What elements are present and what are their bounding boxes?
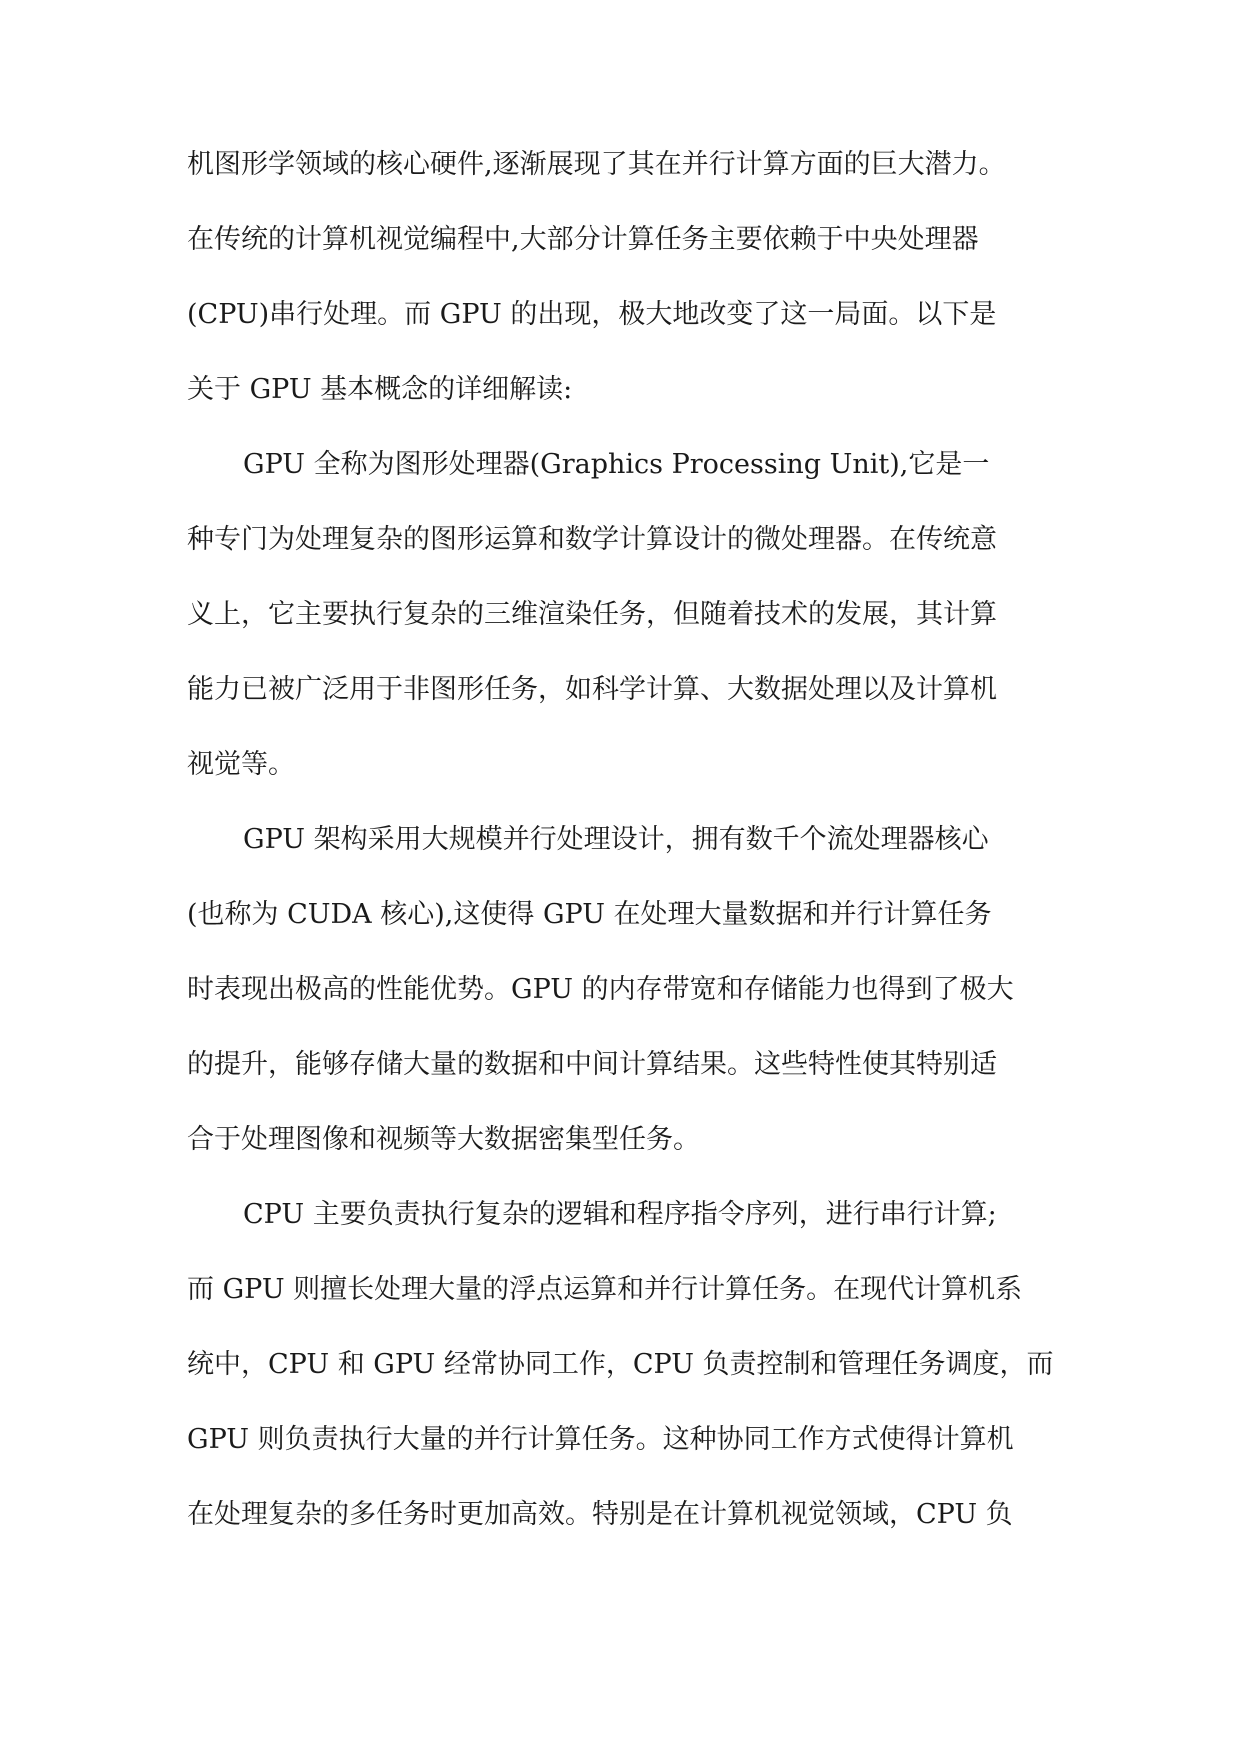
text-line: (CPU)串行处理。而 GPU 的出现，极大地改变了这一局面。以下是 (187, 299, 997, 330)
text-line: 关于 GPU 基本概念的详细解读: (187, 374, 573, 405)
paragraph-first-line: CPU 主要负责执行复杂的逻辑和程序指令序列，进行串行计算; (243, 1199, 997, 1230)
text-line: 而 GPU 则擅长处理大量的浮点运算和并行计算任务。在现代计算机系 (187, 1274, 1023, 1305)
text-line: (也称为 CUDA 核心),这使得 GPU 在处理大量数据和并行计算任务 (187, 899, 992, 930)
text-line: GPU 则负责执行大量的并行计算任务。这种协同工作方式使得计算机 (187, 1424, 1014, 1455)
text-line: 种专门为处理复杂的图形运算和数学计算设计的微处理器。在传统意 (187, 524, 997, 555)
text-line: 机图形学领域的核心硬件,逐渐展现了其在并行计算方面的巨大潜力。 (187, 149, 1006, 180)
text-line: 时表现出极高的性能优势。GPU 的内存带宽和存储能力也得到了极大 (187, 974, 1014, 1005)
text-line: 义上，它主要执行复杂的三维渲染任务，但随着技术的发展，其计算 (187, 599, 997, 630)
text-line: 视觉等。 (187, 749, 295, 780)
paragraph-first-line: GPU 全称为图形处理器(Graphics Processing Unit),它是一 (243, 449, 990, 480)
text-line: 在传统的计算机视觉编程中,大部分计算任务主要依赖于中央处理器 (187, 224, 979, 255)
text-line: 能力已被广泛用于非图形任务，如科学计算、大数据处理以及计算机 (187, 674, 997, 705)
paragraph-first-line: GPU 架构采用大规模并行处理设计，拥有数千个流处理器核心 (243, 824, 989, 855)
text-line: 统中，CPU 和 GPU 经常协同工作，CPU 负责控制和管理任务调度，而 (187, 1349, 1054, 1380)
text-line: 的提升，能够存储大量的数据和中间计算结果。这些特性使其特别适 (187, 1049, 997, 1080)
text-line: 在处理复杂的多任务时更加高效。特别是在计算机视觉领域，CPU 负 (187, 1499, 1013, 1530)
text-line: 合于处理图像和视频等大数据密集型任务。 (187, 1124, 700, 1155)
